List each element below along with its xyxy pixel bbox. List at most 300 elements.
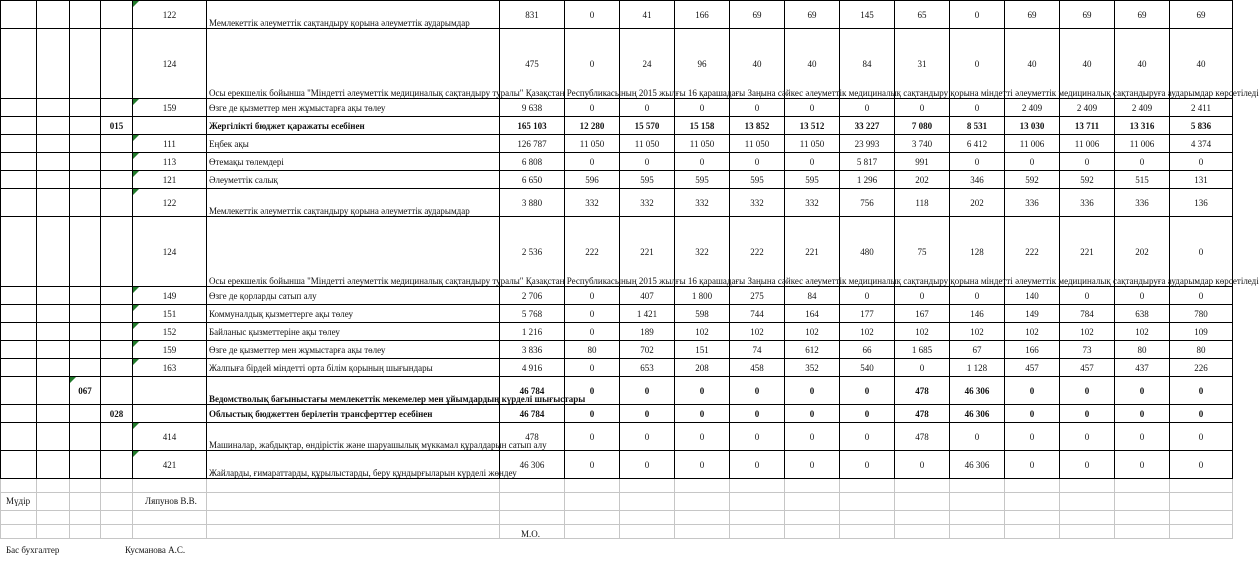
cell-empty[interactable]	[1115, 479, 1170, 493]
cell-value[interactable]	[730, 377, 785, 405]
cell-specific-code[interactable]	[133, 171, 207, 189]
cell-value[interactable]	[840, 1, 895, 29]
cell-value[interactable]	[1005, 99, 1060, 117]
cell-value[interactable]	[500, 377, 565, 405]
cell-value[interactable]	[950, 305, 1005, 323]
cell-empty[interactable]	[840, 493, 895, 511]
cell-empty[interactable]	[207, 511, 500, 525]
cell-value[interactable]	[675, 153, 730, 171]
cell-col-a[interactable]	[37, 29, 70, 99]
cell-value[interactable]	[1170, 135, 1233, 153]
cell-value[interactable]	[675, 29, 730, 99]
cell-value[interactable]	[785, 423, 840, 451]
cell-value[interactable]	[950, 451, 1005, 479]
cell-value[interactable]	[840, 287, 895, 305]
cell-empty[interactable]	[1005, 479, 1060, 493]
cell-value[interactable]	[785, 135, 840, 153]
cell-empty[interactable]	[840, 479, 895, 493]
cell-description[interactable]	[207, 341, 500, 359]
cell-program[interactable]	[70, 171, 101, 189]
cell-value[interactable]	[895, 377, 950, 405]
cell-value[interactable]	[565, 189, 620, 217]
cell-value[interactable]	[785, 323, 840, 341]
cell-value[interactable]	[950, 359, 1005, 377]
cell-empty[interactable]	[675, 511, 730, 525]
cell-value[interactable]	[1005, 117, 1060, 135]
cell-value[interactable]	[840, 29, 895, 99]
cell-value[interactable]	[1060, 99, 1115, 117]
cell-value[interactable]	[785, 359, 840, 377]
cell-value[interactable]	[840, 217, 895, 287]
cell-empty[interactable]	[1060, 525, 1115, 539]
cell-empty[interactable]	[675, 479, 730, 493]
cell-value[interactable]	[840, 117, 895, 135]
cell-empty[interactable]	[1, 405, 37, 423]
cell-value[interactable]	[950, 287, 1005, 305]
cell-col-a[interactable]	[37, 305, 70, 323]
cell-value[interactable]	[500, 405, 565, 423]
cell-col-a[interactable]	[37, 377, 70, 405]
cell-empty[interactable]	[1, 305, 37, 323]
cell-value[interactable]	[565, 99, 620, 117]
cell-value[interactable]	[565, 423, 620, 451]
cell-empty[interactable]	[950, 525, 1005, 539]
cell-program[interactable]	[70, 341, 101, 359]
cell-value[interactable]	[1115, 153, 1170, 171]
cell-empty[interactable]	[101, 511, 133, 525]
cell-value[interactable]	[895, 451, 950, 479]
cell-value[interactable]	[840, 305, 895, 323]
cell-value[interactable]	[1005, 171, 1060, 189]
cell-value[interactable]	[620, 217, 675, 287]
cell-specific-code[interactable]	[133, 153, 207, 171]
cell-value[interactable]	[1170, 287, 1233, 305]
cell-value[interactable]	[565, 287, 620, 305]
cell-value[interactable]	[895, 217, 950, 287]
cell-subprogram[interactable]	[101, 323, 133, 341]
cell-value[interactable]	[675, 135, 730, 153]
cell-subprogram[interactable]	[101, 99, 133, 117]
cell-program[interactable]	[70, 451, 101, 479]
cell-value[interactable]	[895, 423, 950, 451]
cell-value[interactable]	[620, 99, 675, 117]
cell-value[interactable]	[895, 405, 950, 423]
cell-value[interactable]	[1115, 341, 1170, 359]
cell-value[interactable]	[620, 29, 675, 99]
cell-value[interactable]	[895, 341, 950, 359]
cell-value[interactable]	[1005, 405, 1060, 423]
cell-value[interactable]	[565, 377, 620, 405]
cell-empty[interactable]	[1, 377, 37, 405]
cell-value[interactable]	[1060, 323, 1115, 341]
cell-value[interactable]	[1170, 323, 1233, 341]
cell-value[interactable]	[840, 451, 895, 479]
cell-program[interactable]	[70, 189, 101, 217]
cell-value[interactable]	[675, 1, 730, 29]
cell-col-a[interactable]	[37, 451, 70, 479]
cell-col-a[interactable]	[37, 171, 70, 189]
cell-empty[interactable]	[70, 511, 101, 525]
cell-value[interactable]	[1005, 189, 1060, 217]
cell-value[interactable]	[675, 305, 730, 323]
cell-value[interactable]	[1115, 29, 1170, 99]
cell-empty[interactable]	[133, 525, 207, 539]
cell-description[interactable]	[207, 135, 500, 153]
cell-value[interactable]	[840, 359, 895, 377]
cell-description[interactable]	[207, 99, 500, 117]
cell-value[interactable]	[500, 287, 565, 305]
cell-empty[interactable]	[101, 525, 133, 539]
cell-value[interactable]	[785, 189, 840, 217]
cell-value[interactable]	[840, 323, 895, 341]
cell-value[interactable]	[950, 423, 1005, 451]
cell-value[interactable]	[675, 189, 730, 217]
cell-value[interactable]	[500, 323, 565, 341]
cell-value[interactable]	[620, 153, 675, 171]
cell-description[interactable]	[207, 287, 500, 305]
cell-value[interactable]	[565, 323, 620, 341]
cell-empty[interactable]	[785, 479, 840, 493]
cell-value[interactable]	[1060, 189, 1115, 217]
cell-value[interactable]	[500, 217, 565, 287]
cell-value[interactable]	[730, 323, 785, 341]
cell-specific-code[interactable]	[133, 217, 207, 287]
cell-subprogram[interactable]	[101, 451, 133, 479]
cell-program[interactable]	[70, 287, 101, 305]
cell-empty[interactable]	[207, 525, 500, 539]
cell-value[interactable]	[950, 189, 1005, 217]
cell-empty[interactable]	[785, 511, 840, 525]
cell-value[interactable]	[675, 323, 730, 341]
cell-value[interactable]	[1060, 153, 1115, 171]
cell-specific-code[interactable]	[133, 377, 207, 405]
cell-value[interactable]	[1115, 217, 1170, 287]
cell-empty[interactable]	[730, 511, 785, 525]
cell-value[interactable]	[895, 135, 950, 153]
cell-empty[interactable]	[70, 525, 101, 539]
cell-empty[interactable]	[1, 153, 37, 171]
cell-subprogram[interactable]	[101, 423, 133, 451]
cell-value[interactable]	[1005, 305, 1060, 323]
cell-value[interactable]	[785, 287, 840, 305]
cell-program[interactable]	[70, 405, 101, 423]
cell-value[interactable]	[1005, 323, 1060, 341]
cell-value[interactable]	[1115, 451, 1170, 479]
cell-empty[interactable]	[1170, 493, 1233, 511]
cell-value[interactable]	[785, 153, 840, 171]
cell-empty[interactable]	[895, 511, 950, 525]
cell-value[interactable]	[1005, 341, 1060, 359]
cell-value[interactable]	[620, 405, 675, 423]
cell-program[interactable]	[70, 1, 101, 29]
cell-description[interactable]	[207, 189, 500, 217]
cell-value[interactable]	[785, 29, 840, 99]
cell-empty[interactable]	[730, 479, 785, 493]
cell-empty[interactable]	[1, 341, 37, 359]
cell-value[interactable]	[1005, 217, 1060, 287]
cell-value[interactable]	[1115, 305, 1170, 323]
cell-value[interactable]	[500, 29, 565, 99]
cell-value[interactable]	[1115, 135, 1170, 153]
cell-value[interactable]	[1170, 1, 1233, 29]
cell-value[interactable]	[785, 171, 840, 189]
cell-empty[interactable]	[1060, 479, 1115, 493]
cell-empty[interactable]	[1170, 479, 1233, 493]
cell-col-a[interactable]	[37, 135, 70, 153]
cell-col-a[interactable]	[37, 405, 70, 423]
cell-value[interactable]	[895, 99, 950, 117]
cell-value[interactable]	[620, 135, 675, 153]
cell-value[interactable]	[730, 287, 785, 305]
cell-empty[interactable]	[1, 217, 37, 287]
cell-subprogram[interactable]	[101, 405, 133, 423]
cell-empty[interactable]	[565, 493, 620, 511]
cell-value[interactable]	[1170, 405, 1233, 423]
cell-value[interactable]	[1170, 171, 1233, 189]
cell-value[interactable]	[950, 1, 1005, 29]
cell-value[interactable]	[1060, 341, 1115, 359]
cell-subprogram[interactable]	[101, 359, 133, 377]
cell-value[interactable]	[565, 405, 620, 423]
cell-empty[interactable]	[1005, 525, 1060, 539]
cell-subprogram[interactable]	[101, 189, 133, 217]
cell-value[interactable]	[500, 135, 565, 153]
cell-value[interactable]	[1115, 359, 1170, 377]
cell-empty[interactable]	[1, 171, 37, 189]
cell-value[interactable]	[675, 359, 730, 377]
cell-empty[interactable]	[1, 1, 37, 29]
cell-subprogram[interactable]	[101, 287, 133, 305]
cell-value[interactable]	[1170, 451, 1233, 479]
cell-value[interactable]	[620, 1, 675, 29]
cell-value[interactable]	[1060, 405, 1115, 423]
cell-col-a[interactable]	[37, 287, 70, 305]
cell-value[interactable]	[1115, 405, 1170, 423]
cell-subprogram[interactable]	[101, 305, 133, 323]
cell-program[interactable]	[70, 135, 101, 153]
cell-description[interactable]	[207, 171, 500, 189]
cell-empty[interactable]	[950, 511, 1005, 525]
cell-empty[interactable]	[950, 493, 1005, 511]
cell-subprogram[interactable]	[101, 117, 133, 135]
cell-empty[interactable]	[37, 493, 70, 511]
cell-value[interactable]	[730, 117, 785, 135]
cell-empty[interactable]	[101, 479, 133, 493]
cell-col-a[interactable]	[37, 323, 70, 341]
cell-value[interactable]	[730, 135, 785, 153]
cell-empty[interactable]	[1, 287, 37, 305]
cell-value[interactable]	[620, 305, 675, 323]
cell-empty[interactable]	[1, 29, 37, 99]
cell-description[interactable]	[207, 117, 500, 135]
cell-subprogram[interactable]	[101, 135, 133, 153]
cell-subprogram[interactable]	[101, 153, 133, 171]
cell-value[interactable]	[1115, 99, 1170, 117]
cell-value[interactable]	[675, 423, 730, 451]
cell-subprogram[interactable]	[101, 377, 133, 405]
cell-col-a[interactable]	[37, 341, 70, 359]
cell-empty[interactable]	[1115, 525, 1170, 539]
cell-value[interactable]	[565, 1, 620, 29]
cell-value[interactable]	[950, 341, 1005, 359]
cell-value[interactable]	[500, 423, 565, 451]
cell-value[interactable]	[1005, 287, 1060, 305]
cell-value[interactable]	[565, 117, 620, 135]
cell-value[interactable]	[730, 99, 785, 117]
cell-value[interactable]	[565, 29, 620, 99]
cell-value[interactable]	[1005, 1, 1060, 29]
cell-specific-code[interactable]	[133, 323, 207, 341]
cell-empty[interactable]	[950, 479, 1005, 493]
cell-value[interactable]	[950, 153, 1005, 171]
cell-empty[interactable]	[565, 479, 620, 493]
cell-description[interactable]	[207, 1, 500, 29]
cell-program[interactable]	[70, 423, 101, 451]
cell-specific-code[interactable]	[133, 341, 207, 359]
cell-value[interactable]	[500, 451, 565, 479]
cell-value[interactable]	[950, 171, 1005, 189]
cell-value[interactable]	[840, 171, 895, 189]
cell-value[interactable]	[730, 153, 785, 171]
cell-value[interactable]	[950, 217, 1005, 287]
cell-specific-code[interactable]	[133, 29, 207, 99]
cell-empty[interactable]	[785, 525, 840, 539]
cell-program[interactable]	[70, 153, 101, 171]
cell-subprogram[interactable]	[101, 1, 133, 29]
cell-empty[interactable]	[1115, 511, 1170, 525]
cell-value[interactable]	[785, 377, 840, 405]
cell-value[interactable]	[1115, 287, 1170, 305]
cell-subprogram[interactable]	[101, 341, 133, 359]
cell-col-a[interactable]	[37, 99, 70, 117]
cell-value[interactable]	[675, 287, 730, 305]
cell-value[interactable]	[1170, 29, 1233, 99]
cell-value[interactable]	[1115, 423, 1170, 451]
cell-empty[interactable]	[1, 189, 37, 217]
cell-program[interactable]	[70, 117, 101, 135]
cell-empty[interactable]	[1, 117, 37, 135]
cell-empty[interactable]	[675, 493, 730, 511]
cell-value[interactable]	[950, 29, 1005, 99]
cell-value[interactable]	[840, 341, 895, 359]
cell-value[interactable]	[1060, 377, 1115, 405]
cell-empty[interactable]	[37, 511, 70, 525]
cell-value[interactable]	[500, 1, 565, 29]
cell-value[interactable]	[1170, 377, 1233, 405]
cell-value[interactable]	[840, 405, 895, 423]
cell-empty[interactable]	[500, 493, 565, 511]
cell-description[interactable]	[207, 359, 500, 377]
cell-value[interactable]	[1170, 341, 1233, 359]
cell-value[interactable]	[895, 153, 950, 171]
cell-value[interactable]	[675, 117, 730, 135]
cell-empty[interactable]	[620, 511, 675, 525]
cell-program[interactable]	[70, 377, 101, 405]
cell-program[interactable]	[70, 99, 101, 117]
cell-empty[interactable]	[565, 525, 620, 539]
cell-value[interactable]	[1115, 171, 1170, 189]
cell-empty[interactable]	[840, 525, 895, 539]
cell-specific-code[interactable]	[133, 99, 207, 117]
cell-value[interactable]	[620, 341, 675, 359]
cell-empty[interactable]	[730, 525, 785, 539]
cell-value[interactable]	[730, 29, 785, 99]
cell-value[interactable]	[620, 451, 675, 479]
cell-empty[interactable]	[207, 479, 500, 493]
cell-empty[interactable]	[101, 493, 133, 511]
cell-subprogram[interactable]	[101, 171, 133, 189]
cell-value[interactable]	[1115, 117, 1170, 135]
cell-value[interactable]	[730, 217, 785, 287]
cell-value[interactable]	[1115, 323, 1170, 341]
cell-value[interactable]	[500, 359, 565, 377]
cell-value[interactable]	[1060, 117, 1115, 135]
cell-empty[interactable]	[675, 525, 730, 539]
cell-empty[interactable]	[70, 493, 101, 511]
cell-specific-code[interactable]	[133, 287, 207, 305]
cell-value[interactable]	[1170, 117, 1233, 135]
cell-value[interactable]	[1005, 451, 1060, 479]
cell-value[interactable]	[1170, 305, 1233, 323]
cell-empty[interactable]	[1, 323, 37, 341]
cell-empty[interactable]	[133, 511, 207, 525]
cell-value[interactable]	[565, 341, 620, 359]
cell-value[interactable]	[895, 323, 950, 341]
cell-col-a[interactable]	[37, 217, 70, 287]
cell-program[interactable]	[70, 217, 101, 287]
cell-value[interactable]	[675, 377, 730, 405]
cell-specific-code[interactable]	[133, 359, 207, 377]
cell-value[interactable]	[840, 99, 895, 117]
cell-value[interactable]	[1060, 1, 1115, 29]
cell-value[interactable]	[565, 135, 620, 153]
cell-empty[interactable]	[70, 479, 101, 493]
cell-empty[interactable]	[840, 511, 895, 525]
cell-value[interactable]	[620, 117, 675, 135]
cell-value[interactable]	[1115, 189, 1170, 217]
cell-empty[interactable]	[895, 479, 950, 493]
cell-value[interactable]	[730, 423, 785, 451]
cell-empty[interactable]	[620, 525, 675, 539]
cell-value[interactable]	[565, 153, 620, 171]
cell-value[interactable]	[1060, 359, 1115, 377]
cell-col-a[interactable]	[37, 359, 70, 377]
cell-value[interactable]	[620, 171, 675, 189]
cell-empty[interactable]	[500, 479, 565, 493]
cell-empty[interactable]	[1, 99, 37, 117]
cell-value[interactable]	[565, 451, 620, 479]
cell-value[interactable]	[620, 377, 675, 405]
cell-value[interactable]	[785, 99, 840, 117]
cell-value[interactable]	[895, 117, 950, 135]
cell-value[interactable]	[1060, 287, 1115, 305]
cell-value[interactable]	[950, 117, 1005, 135]
cell-empty[interactable]	[1060, 493, 1115, 511]
cell-empty[interactable]	[37, 525, 70, 539]
cell-value[interactable]	[840, 135, 895, 153]
cell-value[interactable]	[895, 189, 950, 217]
cell-value[interactable]	[1170, 217, 1233, 287]
cell-empty[interactable]	[620, 493, 675, 511]
cell-value[interactable]	[1005, 377, 1060, 405]
cell-program[interactable]	[70, 323, 101, 341]
cell-value[interactable]	[730, 1, 785, 29]
cell-value[interactable]	[1060, 29, 1115, 99]
cell-specific-code[interactable]	[133, 189, 207, 217]
cell-empty[interactable]	[895, 493, 950, 511]
cell-value[interactable]	[1115, 377, 1170, 405]
cell-value[interactable]	[565, 359, 620, 377]
